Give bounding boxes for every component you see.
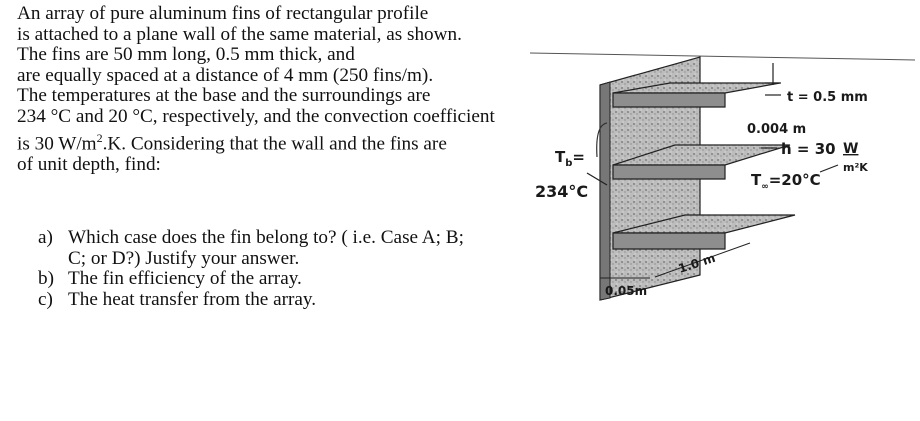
problem-line: The fins are 50 mm long, 0.5 mm thick, and <box>17 44 355 66</box>
question-list <box>38 228 464 310</box>
depth-label: 1.0 m <box>676 250 718 276</box>
question-text: The fin efficiency of the array. <box>68 268 302 290</box>
problem-line: The temperatures at the base and the surroundings are <box>17 85 431 107</box>
h-units-num: W <box>843 141 859 157</box>
problem-statement <box>17 4 557 175</box>
problem-line: An array of pure aluminum fins of rectangular profile <box>17 3 429 24</box>
tb-value: 234°C <box>535 182 589 201</box>
problem-line-part: .K. Considering that the wall and the fins are <box>102 132 447 154</box>
problem-line: 234 °C and 20 °C, respectively, and the convection coefficient <box>17 105 495 127</box>
problem-line <box>17 128 557 155</box>
superscript: 2 <box>96 130 103 145</box>
wall-thickness-label: 0.05m <box>605 284 648 298</box>
question-item <box>38 228 464 249</box>
question-item <box>38 290 464 311</box>
h-units-den: m²K <box>843 161 868 174</box>
thickness-label: t = 0.5 mm <box>787 90 868 105</box>
problem-line: are equally spaced at a distance of 4 mm (250 fins/m). <box>17 64 434 86</box>
problem-line: of unit depth, find: <box>17 153 161 175</box>
question-label: c) <box>38 288 53 310</box>
question-text: Which case does the fin belong to? ( i.e. Case A; B; <box>68 227 464 248</box>
question-text: The heat transfer from the array. <box>68 288 317 310</box>
tb-symbol: $T_b=$ <box>555 148 585 169</box>
tinf-label: $T_\infty=20^\circ C$ <box>751 171 821 192</box>
question-label: b) <box>38 268 54 290</box>
problem-line: is attached to a plane wall of the same material, as shown. <box>17 23 462 45</box>
problem-line-part: is 30 W/m <box>17 132 97 154</box>
fin-array-figure <box>525 45 920 330</box>
arrow-icon <box>820 165 838 172</box>
question-continuation: C; or D?) Justify your answer. <box>68 247 300 269</box>
guide-line <box>530 53 915 60</box>
question-item <box>38 269 464 290</box>
spacing-label: 0.004 m <box>747 122 807 137</box>
question-label: a) <box>38 227 53 248</box>
h-label: h = 30 <box>781 140 836 158</box>
